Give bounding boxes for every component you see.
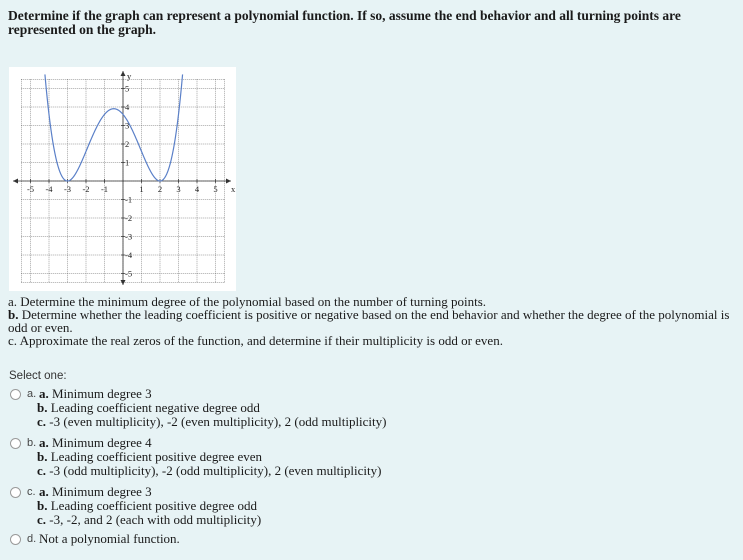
option-a-line-3: c. -3 (even multiplicity), -2 (even multiplicity), 2 (odd multiplicity): [37, 413, 387, 429]
x-tick-label: -1: [100, 184, 109, 194]
option-c-line-1: a. Minimum degree 3: [39, 484, 152, 499]
y-axis-label: y: [127, 71, 132, 81]
part-b-prefix: b.: [8, 307, 19, 322]
option-a-radio[interactable]: [10, 389, 21, 400]
x-axis-label: x: [231, 184, 236, 194]
option-a-line-1: a. Minimum degree 3: [39, 386, 152, 401]
x-tick-label: 1: [139, 184, 144, 194]
x-tick-label: 4: [194, 184, 200, 194]
y-tick-label: -4: [125, 250, 133, 260]
option-d-line-1: Not a polynomial function.: [39, 531, 180, 546]
option-b-line-3: c. -3 (odd multiplicity), -2 (odd multiplicity), 2 (even multiplicity): [37, 462, 382, 478]
x-tick-label: -4: [45, 184, 53, 194]
option-b-text: [39, 436, 381, 477]
part-a-text: Determine the minimum degree of the polynomial based on the number of turning points.: [17, 294, 487, 309]
option-b-letter: b.: [27, 437, 37, 449]
y-tick-label: -1: [125, 194, 133, 205]
x-axis-arrow: [226, 179, 231, 184]
x-tick-label: 2: [157, 184, 163, 194]
y-tick-label: 3: [125, 120, 130, 131]
option-d-text: [39, 532, 180, 546]
polynomial-graph: [9, 67, 236, 291]
question-text: Determine if the graph can represent a polynomial function. If so, assume the end behavior and all turning points are represented on the graph.: [8, 8, 681, 37]
part-b: [8, 308, 733, 334]
y-tick-label: -3: [125, 231, 133, 242]
option-c-letter: c.: [27, 486, 36, 498]
y-tick-label: 1: [125, 157, 130, 168]
y-tick-label: 2: [125, 139, 130, 149]
y-axis-arrow: [121, 71, 126, 76]
x-tick-label: 5: [213, 184, 218, 194]
y-tick-label: 5: [125, 83, 130, 94]
option-c-line-2: b. Leading coefficient positive degree odd: [37, 497, 257, 513]
part-c-text: Approximate the real zeros of the function, and determine if their multiplicity is odd or even.: [17, 333, 503, 348]
graph-svg: [9, 67, 236, 291]
part-c: [8, 334, 733, 347]
option-c-line-3: c. -3, -2, and 2 (each with odd multiplicity): [37, 511, 262, 527]
part-b-text: Determine whether the leading coefficient is positive or negative based on the end behavior and whether the degree of the polynomial is odd or even.: [8, 307, 730, 335]
y-tick-label: 4: [125, 102, 130, 112]
question-parts: [8, 295, 733, 347]
option-a-line-2: b. Leading coefficient negative degree odd: [37, 399, 260, 415]
select-one-label: Select one:: [9, 370, 67, 382]
option-c-radio[interactable]: [10, 487, 21, 498]
option-a-letter: a.: [27, 388, 37, 400]
option-b-radio[interactable]: [10, 438, 21, 449]
option-b-line-1: a. Minimum degree 4: [39, 435, 152, 450]
option-b-line-2: b. Leading coefficient positive degree even: [37, 448, 263, 464]
x-axis-arrow-left: [13, 179, 18, 184]
polynomial-curve: [45, 74, 183, 181]
option-d-radio[interactable]: [10, 534, 21, 545]
y-tick-label: -5: [125, 268, 133, 279]
option-a-text: [39, 387, 387, 428]
x-tick-label: 3: [176, 184, 181, 194]
part-a-prefix: a.: [8, 294, 18, 309]
x-tick-label: -2: [82, 184, 90, 194]
x-tick-label: -3: [63, 184, 72, 194]
option-d-letter: d.: [27, 533, 37, 545]
option-c-text: [39, 485, 261, 526]
y-tick-label: -2: [125, 213, 133, 223]
x-tick-label: -5: [26, 184, 35, 194]
part-c-prefix: c.: [8, 333, 18, 348]
